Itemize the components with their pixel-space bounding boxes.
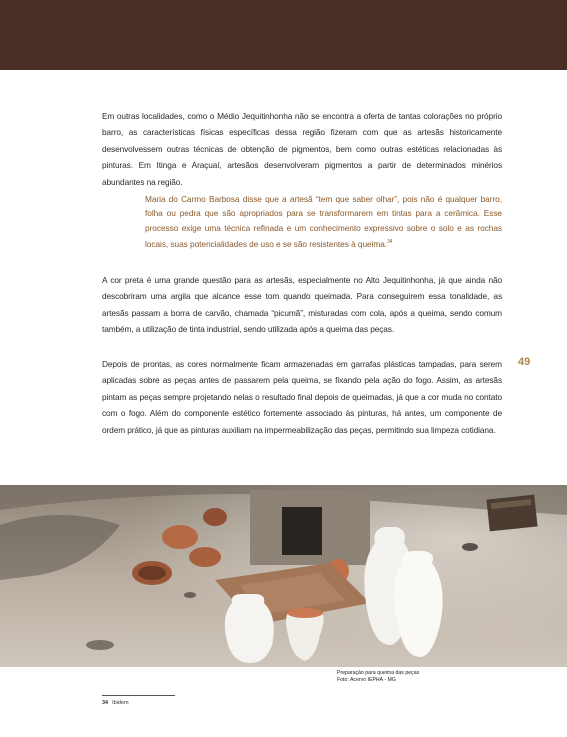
quote-footnote-ref: 34 xyxy=(387,238,393,245)
paragraph-1: Em outras localidades, como o Médio Jequitinhonha não se encontra a oferta de tantas colorações no próprio barro, as características físicas específicas dessa região fizeram com que as artesãs historicamente desenvolvessem outras técnicas de obtenção de pigmentos, bem como outras estéticas relacionadas às pinturas. Em Itinga e Araçuaí, artesãos desenvolveram pigmentos a partir de determinados minérios abundantes na região. xyxy=(102,111,502,187)
highlight-quote xyxy=(145,192,502,251)
paragraph-3: Depois de prontas, as cores normalmente ficam armazenadas em garrafas plásticas tampadas, para serem aplicadas sobre as peças antes de passarem pela queima, se fixando pela ação do fogo. Assim, as artesãs pintam as peças sempre projetando nelas o resultado final depois de queimadas, já que a cor muda no contato com o fogo. Além do componente estético fortemente associado às pinturas, há antes, um componente de ordem prático, já que as pinturas auxiliam na impermeabilização das peças, permitindo sua limpeza cotidiana. xyxy=(102,359,502,435)
footnote-divider xyxy=(102,695,175,696)
page-number: 49 xyxy=(518,356,531,368)
caption-line-1: Preparação para queima das peças xyxy=(337,670,420,676)
photo-caption xyxy=(337,670,419,683)
quote-text: Maria do Carmo Barbosa disse que a artesã “tem que saber olhar”, pois não é qualquer barro, folha ou pedra que são apropriados para se transformarem em tintas para a cerâmica. Esse processo exige uma técnica refinada e um conhecimento expressivo sobre o solo e as rochas locais, suas potencialidades de uso e se são resistentes à queima. xyxy=(145,194,502,249)
paragraph-2: A cor preta é uma grande questão para as artesãs, especialmente no Alto Jequitinhonha, já que ainda não descobriram uma argila que alcance esse tom quando queimada. Para conseguirem essa tonalidade, as artesãs passam a borra de carvão, chamada “picumã”, misturadas com cola, após a queima, sendo comum também, a utilização de tinta industrial, sendo utilizada após a queima das peças. xyxy=(102,275,502,335)
ceramics-photo xyxy=(0,485,567,667)
footnote xyxy=(102,700,129,706)
footnote-number: 34 xyxy=(102,700,109,706)
footnote-text: Ibidem xyxy=(112,700,129,706)
caption-line-2: Foto: Acervo IEPHA - MG xyxy=(337,676,396,683)
top-color-band xyxy=(0,0,567,70)
